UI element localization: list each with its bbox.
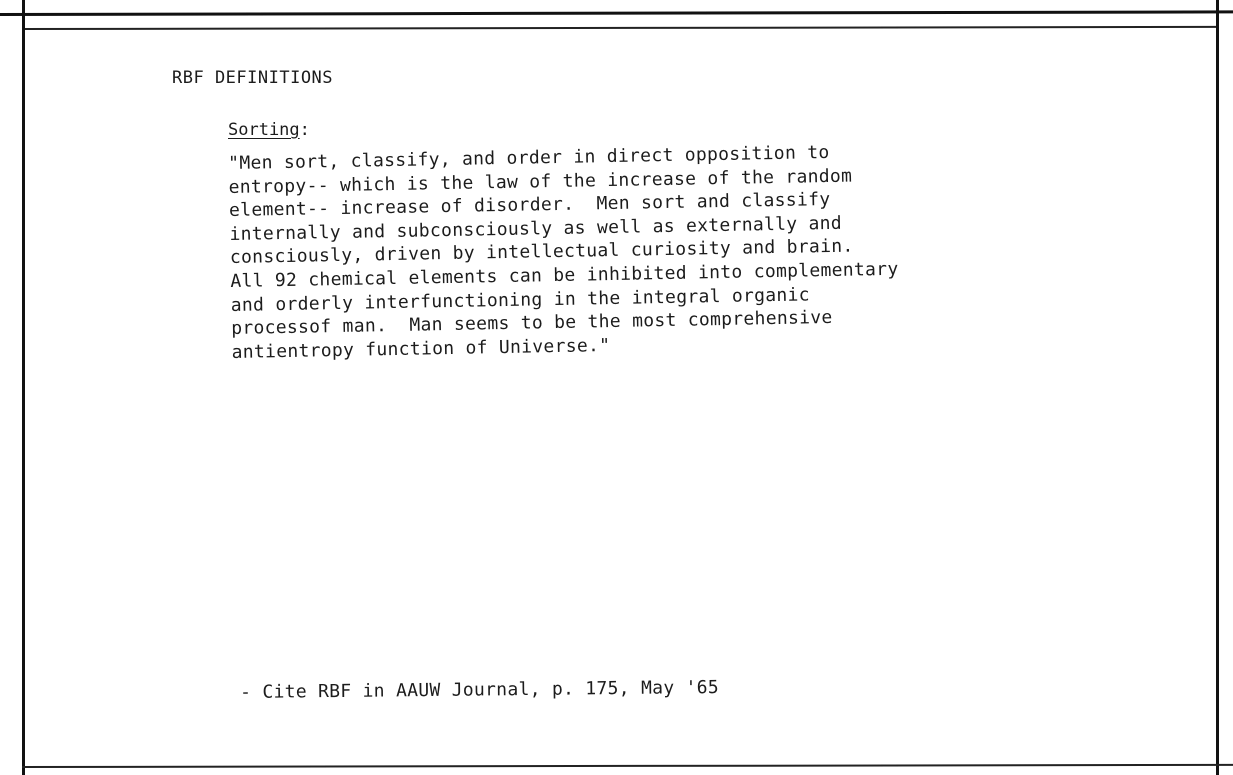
quote-line: entropy-- which is the law of the increase of the random [228, 165, 853, 198]
card-top-border [22, 26, 1218, 30]
quote-line: antientropy function of Universe." [231, 334, 611, 363]
definition-term-line [228, 120, 310, 140]
quote-line: "Men sort, classify, and order in direct opposition to [228, 141, 830, 174]
quote-line: All 92 chemical elements can be inhibited into complementary [230, 258, 899, 292]
quote-line: consciously, driven by intellectual curiosity and brain. [229, 235, 854, 269]
definition-term: Sorting [228, 120, 300, 140]
card-right-border [1216, 0, 1219, 775]
card-bottom-border [22, 764, 1233, 768]
quote-line: processof man. Man seems to be the most comprehensive [231, 307, 833, 340]
definition-term-colon: : [299, 120, 310, 140]
citation: - Cite RBF in AAUW Journal, p. 175, May '65 [240, 676, 720, 703]
definition-quote [228, 136, 1112, 364]
quote-line: and orderly interfunctioning in the integral organic [230, 283, 811, 316]
top-edge-line [0, 10, 1233, 16]
card-heading: RBF DEFINITIONS [172, 68, 334, 88]
quote-line: internally and subconsciously as well as externally and [229, 212, 843, 245]
quote-line: element-- increase of disorder. Men sort and classify [228, 189, 831, 222]
card-left-border [22, 0, 25, 775]
